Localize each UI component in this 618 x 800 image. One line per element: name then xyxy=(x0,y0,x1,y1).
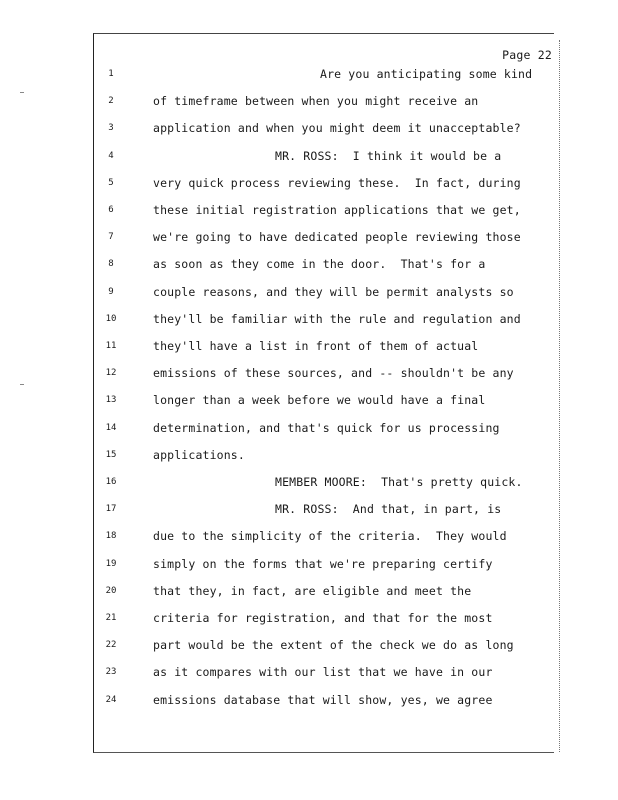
line-number: 14 xyxy=(105,422,117,433)
transcript-line xyxy=(0,419,600,437)
line-number: 24 xyxy=(105,694,117,705)
line-number: 3 xyxy=(108,123,114,134)
line-number: 7 xyxy=(108,232,114,243)
line-number: 13 xyxy=(105,395,117,406)
line-text: emissions of these sources, and -- shouldn't be any xyxy=(153,366,514,381)
line-number: 6 xyxy=(108,205,114,215)
line-number: 11 xyxy=(105,341,117,351)
line-text: MR. ROSS: And that, in part, is xyxy=(275,502,502,517)
line-text: longer than a week before we would have a final xyxy=(153,393,486,408)
line-number: 5 xyxy=(108,177,114,188)
transcript-line xyxy=(0,228,600,246)
transcript-line xyxy=(0,527,600,545)
line-number: 18 xyxy=(105,531,117,542)
page-number: Page 22 xyxy=(502,48,552,62)
line-text: MEMBER MOORE: That's pretty quick. xyxy=(275,475,523,489)
line-number: 16 xyxy=(105,477,117,487)
line-text: application and when you might deem it unacceptable? xyxy=(153,121,521,136)
line-number: 12 xyxy=(105,368,117,379)
hole-punch-mark xyxy=(20,384,24,385)
transcript-line xyxy=(0,473,600,491)
line-number: 23 xyxy=(105,667,117,678)
line-text: due to the simplicity of the criteria. They would xyxy=(153,529,507,544)
line-text: couple reasons, and they will be permit analysts so xyxy=(153,284,514,299)
transcript-line xyxy=(0,310,600,328)
line-text: we're going to have dedicated people reviewing those xyxy=(153,230,521,245)
line-number: 4 xyxy=(108,150,114,161)
line-number: 15 xyxy=(105,449,117,460)
line-number: 2 xyxy=(108,96,114,107)
transcript-line xyxy=(0,92,600,110)
line-number: 10 xyxy=(105,313,117,324)
line-text: MR. ROSS: I think it would be a xyxy=(275,148,502,163)
line-text: of timeframe between when you might receive an xyxy=(153,94,479,109)
line-number: 19 xyxy=(105,558,117,569)
transcript-line xyxy=(0,391,600,409)
line-text: that they, in fact, are eligible and meet the xyxy=(153,583,472,598)
line-number: 21 xyxy=(105,613,117,623)
line-text: these initial registration applications that we get, xyxy=(153,203,521,217)
transcript-line xyxy=(0,119,600,137)
transcript-line xyxy=(0,582,600,600)
line-text: emissions database that will show, yes, we agree xyxy=(153,692,493,707)
transcript-line xyxy=(0,283,600,301)
line-text: simply on the forms that we're preparing certify xyxy=(153,556,493,571)
transcript-line xyxy=(0,174,600,192)
transcript-line xyxy=(0,337,600,355)
line-number: 17 xyxy=(105,504,117,515)
transcript-line xyxy=(0,636,600,654)
transcript-line xyxy=(0,691,600,709)
line-text: criteria for registration, and that for the most xyxy=(153,611,493,625)
transcript-line xyxy=(0,555,600,573)
line-text: very quick process reviewing these. In fact, during xyxy=(153,175,521,190)
line-text: they'll have a list in front of them of actual xyxy=(153,339,479,353)
transcript-line xyxy=(0,663,600,681)
transcript-line xyxy=(0,609,600,627)
line-text: determination, and that's quick for us processing xyxy=(153,420,500,435)
transcript-line xyxy=(0,201,600,219)
line-text: part would be the extent of the check we do as long xyxy=(153,638,514,653)
line-number: 9 xyxy=(108,286,114,297)
transcript-line xyxy=(0,147,600,165)
transcript-line xyxy=(0,364,600,382)
transcript-line xyxy=(0,255,600,273)
transcript-line xyxy=(0,446,600,464)
line-number: 8 xyxy=(108,259,114,270)
line-number: 1 xyxy=(108,69,114,79)
line-text: they'll be familiar with the rule and regulation and xyxy=(153,311,521,326)
line-number: 22 xyxy=(105,640,117,651)
line-text: as soon as they come in the door. That's for a xyxy=(153,257,486,272)
line-text: applications. xyxy=(153,447,245,462)
line-text: Are you anticipating some kind xyxy=(320,67,533,81)
line-number: 20 xyxy=(105,585,117,596)
transcript-line xyxy=(0,65,600,83)
transcript-line xyxy=(0,500,600,518)
line-text: as it compares with our list that we have in our xyxy=(153,665,493,680)
